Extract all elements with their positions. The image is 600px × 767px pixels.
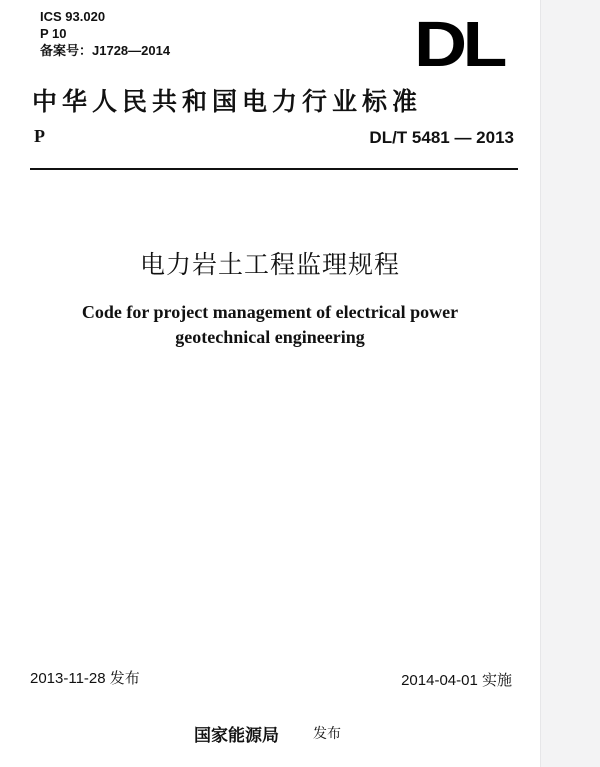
meta-block (40, 8, 170, 59)
document-title-en (0, 300, 540, 350)
issue-date: 2013-11-28 发布 (30, 670, 140, 687)
implementation-date: 2014-04-01 实施 (401, 672, 512, 689)
dl-logo: DL (414, 8, 503, 80)
title-en-line-2: geotechnical engineering (175, 327, 365, 347)
filing-number: 备案号：J1728—2014 (40, 43, 171, 58)
publish-label: 发布 (313, 726, 341, 742)
classification-code: P 10 (40, 26, 67, 41)
document-title-zh: 电力岩土工程监理规程 (139, 250, 400, 279)
header-divider (30, 168, 518, 170)
title-en-line-1: Code for project management of electrical power (81, 302, 459, 322)
publisher-name: 国家能源局 (194, 726, 279, 746)
category-letter: P (34, 126, 45, 146)
standard-number: DL/T 5481 — 2013 (369, 128, 514, 147)
industry-standard-title: 中华人民共和国电力行业标准 (32, 87, 423, 116)
ics-code: ICS 93.020 (40, 9, 106, 24)
viewer-side-strip (540, 0, 600, 767)
